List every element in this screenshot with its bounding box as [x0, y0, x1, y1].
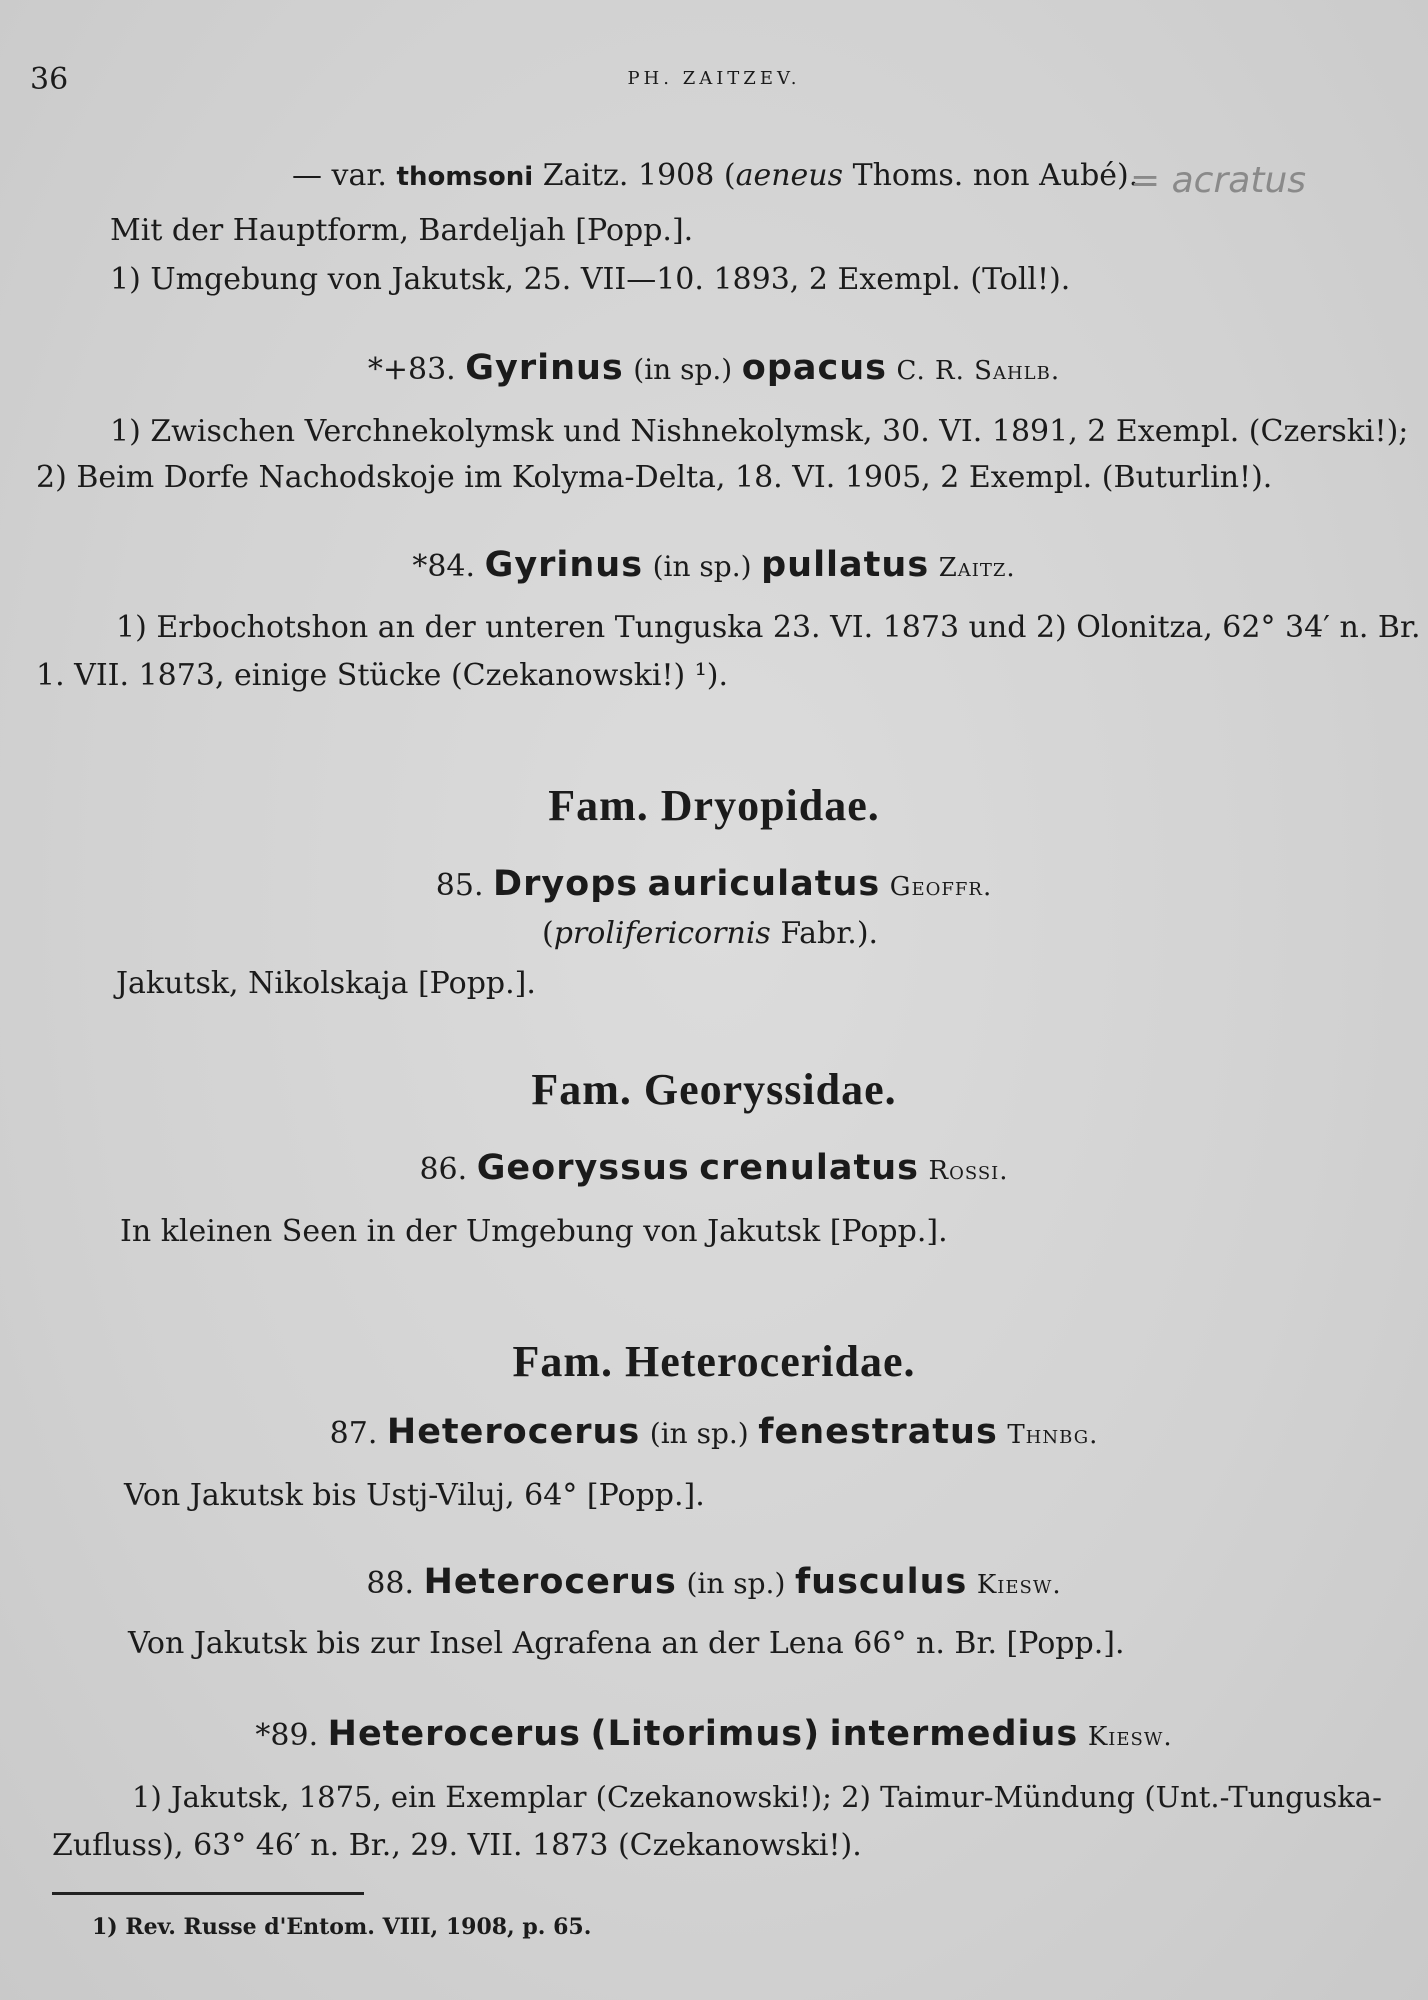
species-number: 87. — [329, 1416, 378, 1451]
species-87-line-1: Von Jakutsk bis Ustj-Viluj, 64° [Popp.]. — [124, 1478, 705, 1513]
genus-name: Gyrinus — [465, 348, 624, 388]
family-dryopidae: Fam. Dryopidae. — [548, 781, 880, 830]
species-number: 86. — [419, 1152, 468, 1187]
species-name: fusculus — [794, 1562, 968, 1602]
genus-name: Heterocerus — [423, 1562, 677, 1602]
species-84-line-1: 1) Erbochotshon an der unteren Tunguska 23. VI. 1873 und 2) Olonitza, 62° 34′ n. Br. — [116, 610, 1421, 645]
species-name: fenestratus — [758, 1412, 998, 1452]
footnote-rule — [52, 1892, 364, 1895]
var-prefix: var. — [331, 158, 387, 193]
footnote: 1) Rev. Russe d'Entom. VIII, 1908, p. 65. — [92, 1914, 592, 1940]
species-author: C. R. Sahlb. — [896, 356, 1061, 386]
family-georyssidae: Fam. Georyssidae. — [531, 1065, 897, 1114]
synonym-author: Fabr.). — [780, 916, 879, 951]
species-85-heading — [0, 864, 1428, 904]
species-author: Thnbg. — [1007, 1420, 1099, 1450]
var-rest: Thoms. non Aubé). — [852, 158, 1139, 193]
var-aeneus: aeneus — [735, 158, 844, 193]
species-86-line-1: In kleinen Seen in der Umgebung von Jakutsk [Popp.]. — [120, 1214, 948, 1249]
genus-name: Heterocerus — [327, 1714, 581, 1754]
species-number: *84. — [412, 549, 476, 584]
species-author: Geoffr. — [889, 872, 993, 902]
species-89-heading — [0, 1714, 1428, 1754]
var-line-2: 1) Umgebung von Jakutsk, 25. VII—10. 1893, 2 Exempl. (Toll!). — [110, 262, 1071, 297]
species-85-synonym: (prolifericornis Fabr.). — [542, 916, 879, 951]
species-85-line-1: Jakutsk, Nikolskaja [Popp.]. — [116, 966, 536, 1001]
var-name: thomsoni — [396, 162, 534, 192]
running-head: PH. ZAITZEV. — [627, 68, 801, 89]
species-name: intermedius — [829, 1714, 1079, 1754]
subgenus: (Litorimus) — [590, 1714, 821, 1754]
species-86-heading — [0, 1148, 1428, 1188]
genus-name: Gyrinus — [484, 545, 644, 585]
handwritten-note: = acratus — [1130, 160, 1307, 201]
subgenus: (in sp.) — [686, 1567, 786, 1600]
species-number: 85. — [435, 868, 484, 903]
species-name: auriculatus — [647, 864, 881, 904]
species-83-heading — [0, 348, 1428, 388]
species-name: crenulatus — [699, 1148, 919, 1188]
species-name: opacus — [741, 348, 887, 388]
species-author: Rossi. — [928, 1156, 1009, 1186]
genus-name: Georyssus — [476, 1148, 690, 1188]
page-number: 36 — [30, 62, 69, 97]
species-83-line-2: 2) Beim Dorfe Nachodskoje im Kolyma-Delta, 18. VI. 1905, 2 Exempl. (Buturlin!). — [36, 460, 1273, 495]
subgenus: (in sp.) — [649, 1417, 749, 1450]
species-author: Kiesw. — [976, 1570, 1062, 1600]
genus-name: Heterocerus — [386, 1412, 641, 1452]
family-heteroceridae: Fam. Heteroceridae. — [512, 1337, 916, 1386]
species-89-line-1: 1) Jakutsk, 1875, ein Exemplar (Czekanowski!); 2) Taimur-Mündung (Unt.-Tunguska- — [132, 1780, 1382, 1814]
species-84-line-2: 1. VII. 1873, einige Stücke (Czekanowski!) ¹). — [36, 658, 729, 693]
species-87-heading — [0, 1412, 1428, 1452]
species-83-line-1: 1) Zwischen Verchnekolymsk und Nishnekolymsk, 30. VI. 1891, 2 Exempl. (Czerski!); — [110, 414, 1409, 449]
var-thomsoni-heading — [292, 158, 1138, 193]
synonym-name: prolifericornis — [553, 916, 771, 951]
var-line-1: Mit der Hauptform, Bardeljah [Popp.]. — [110, 213, 694, 248]
species-author: Kiesw. — [1087, 1722, 1173, 1752]
species-89-line-2: Zufluss), 63° 46′ n. Br., 29. VII. 1873 (Czekanowski!). — [52, 1828, 862, 1863]
species-name: pullatus — [761, 545, 930, 585]
subgenus: (in sp.) — [633, 353, 733, 386]
var-author-year: Zaitz. 1908 ( — [542, 158, 736, 193]
species-88-line-1: Von Jakutsk bis zur Insel Agrafena an der Lena 66° n. Br. [Popp.]. — [128, 1626, 1125, 1661]
species-84-heading — [0, 545, 1428, 585]
em-dash: — — [292, 158, 322, 193]
species-88-heading — [0, 1562, 1428, 1602]
species-author: Zaitz. — [938, 553, 1016, 583]
species-number: 88. — [366, 1566, 415, 1601]
species-number: *89. — [255, 1718, 319, 1753]
species-number: *+83. — [367, 352, 456, 387]
subgenus: (in sp.) — [652, 550, 752, 583]
genus-name: Dryops — [493, 864, 639, 904]
